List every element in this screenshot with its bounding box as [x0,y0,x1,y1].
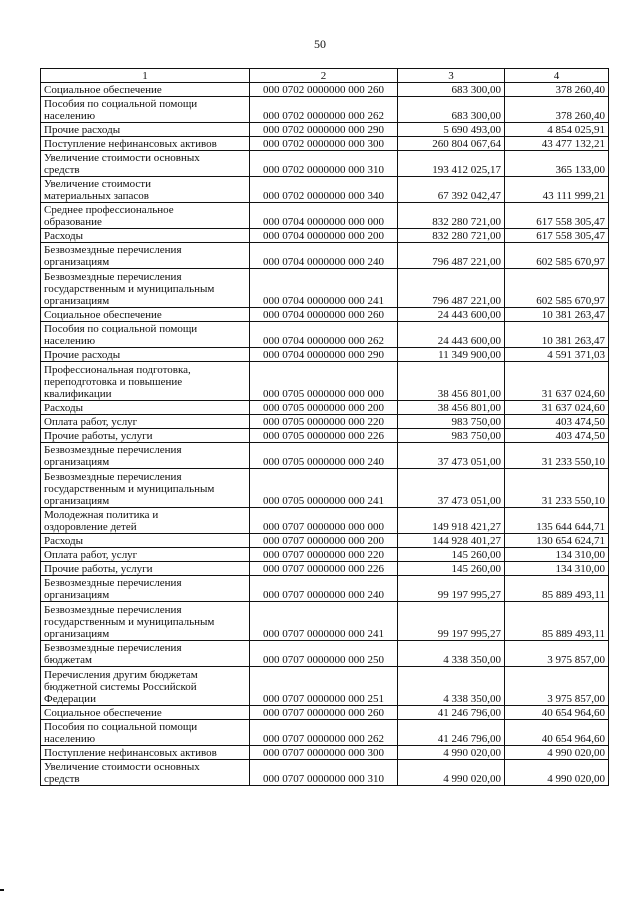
row-code-cell: 000 0707 0000000 000 300 [250,746,398,760]
row-code-cell: 000 0702 0000000 000 290 [250,123,398,137]
row-name-line: организациям [44,456,110,468]
row-name-line: бюджетной системы Российской [44,681,197,693]
table-row [41,667,609,706]
row-value-col4: 403 474,50 [505,429,609,443]
row-name-line: Молодежная политика и [44,509,159,521]
row-value-col4: 134 310,00 [505,562,609,576]
row-name-line: организациям [44,589,110,601]
table-row [41,151,609,177]
row-name-line: государственным и муниципальным [44,616,215,628]
row-value-col4: 617 558 305,47 [505,203,609,229]
row-value-col3: 38 456 801,00 [398,401,505,415]
row-value-col4: 31 637 024,60 [505,362,609,401]
table-row [41,177,609,203]
row-name-cell [41,308,250,322]
row-name-line: Прочие расходы [44,124,121,136]
row-value-col4: 378 260,40 [505,83,609,97]
row-name-line: Прочие работы, услуги [44,563,153,575]
row-name-cell [41,548,250,562]
row-code-cell: 000 0707 0000000 000 226 [250,562,398,576]
row-value-col3: 4 338 350,00 [398,641,505,667]
row-name-line: Перечисления другим бюджетам [44,669,198,681]
table-row [41,348,609,362]
row-value-col4: 4 990 020,00 [505,746,609,760]
row-value-col3: 5 690 493,00 [398,123,505,137]
row-code-cell: 000 0707 0000000 000 251 [250,667,398,706]
row-value-col4: 130 654 624,71 [505,534,609,548]
row-value-col3: 260 804 067,64 [398,137,505,151]
row-value-col4: 43 477 132,21 [505,137,609,151]
table-row [41,602,609,641]
row-name-line: Профессиональная подготовка, [44,364,191,376]
table-row [41,243,609,269]
row-name-cell [41,720,250,746]
row-name-line: Безвозмездные перечисления [44,244,182,256]
row-value-col4: 85 889 493,11 [505,576,609,602]
row-name-line: Расходы [44,230,83,242]
table-row [41,401,609,415]
table-row [41,443,609,469]
row-code-cell: 000 0704 0000000 000 200 [250,229,398,243]
row-name-line: бюджетам [44,654,92,666]
row-code-cell: 000 0707 0000000 000 220 [250,548,398,562]
row-value-col4: 10 381 263,47 [505,308,609,322]
row-name-line: Увеличение стоимости основных [44,761,200,773]
table-row [41,123,609,137]
row-name-cell [41,562,250,576]
row-name-line: Пособия по социальной помощи [44,721,198,733]
table-row [41,308,609,322]
row-name-line: организациям [44,495,110,507]
row-name-line: Расходы [44,535,83,547]
row-name-line: населению [44,733,96,745]
row-name-line: Расходы [44,402,83,414]
row-name-cell [41,641,250,667]
row-name-cell [41,229,250,243]
row-value-col3: 796 487 221,00 [398,243,505,269]
row-value-col4: 40 654 964,60 [505,720,609,746]
row-name-line: Безвозмездные перечисления [44,642,182,654]
row-value-col4: 365 133,00 [505,151,609,177]
row-name-line: Оплата работ, услуг [44,549,138,561]
row-code-cell: 000 0705 0000000 000 220 [250,415,398,429]
row-value-col4: 43 111 999,21 [505,177,609,203]
row-code-cell: 000 0707 0000000 000 260 [250,706,398,720]
table-row [41,137,609,151]
row-code-cell: 000 0704 0000000 000 290 [250,348,398,362]
row-code-cell: 000 0704 0000000 000 260 [250,308,398,322]
table-row [41,322,609,348]
row-name-line: Безвозмездные перечисления [44,444,182,456]
row-name-line: Прочие работы, услуги [44,430,153,442]
row-value-col4: 617 558 305,47 [505,229,609,243]
table-row [41,469,609,508]
budget-table [40,68,609,786]
row-value-col4: 31 637 024,60 [505,401,609,415]
row-code-cell: 000 0707 0000000 000 200 [250,534,398,548]
table-row [41,508,609,534]
row-value-col3: 683 300,00 [398,97,505,123]
row-name-line: организациям [44,256,110,268]
row-name-line: Поступление нефинансовых активов [44,138,217,150]
row-name-line: переподготовка и повышение [44,376,183,388]
row-value-col3: 145 260,00 [398,548,505,562]
row-name-line: организациям [44,295,110,307]
row-value-col3: 24 443 600,00 [398,308,505,322]
row-code-cell: 000 0707 0000000 000 310 [250,760,398,786]
row-value-col3: 37 473 051,00 [398,443,505,469]
row-value-col4: 378 260,40 [505,97,609,123]
row-name-cell [41,322,250,348]
row-code-cell: 000 0702 0000000 000 262 [250,97,398,123]
row-value-col3: 37 473 051,00 [398,469,505,508]
row-code-cell: 000 0705 0000000 000 226 [250,429,398,443]
row-code-cell: 000 0707 0000000 000 240 [250,576,398,602]
row-code-cell: 000 0704 0000000 000 241 [250,269,398,308]
row-name-line: Увеличение стоимости [44,178,151,190]
column-header-4: 4 [505,69,609,83]
row-name-line: государственным и муниципальным [44,483,215,495]
row-name-cell [41,401,250,415]
row-code-cell: 000 0707 0000000 000 250 [250,641,398,667]
row-value-col4: 85 889 493,11 [505,602,609,641]
row-code-cell: 000 0702 0000000 000 340 [250,177,398,203]
row-code-cell: 000 0705 0000000 000 200 [250,401,398,415]
row-name-line: населению [44,335,96,347]
row-name-cell [41,203,250,229]
row-value-col4: 31 233 550,10 [505,469,609,508]
table-row [41,706,609,720]
row-name-line: Среднее профессиональное [44,204,174,216]
row-name-cell [41,243,250,269]
row-name-line: средств [44,773,80,785]
row-value-col3: 4 338 350,00 [398,667,505,706]
scan-mark [0,889,4,891]
row-name-line: квалификации [44,388,112,400]
row-value-col3: 38 456 801,00 [398,362,505,401]
row-code-cell: 000 0707 0000000 000 262 [250,720,398,746]
row-code-cell: 000 0705 0000000 000 241 [250,469,398,508]
row-name-line: организациям [44,628,110,640]
row-name-cell [41,123,250,137]
row-name-line: населению [44,110,96,122]
row-name-cell [41,534,250,548]
row-code-cell: 000 0707 0000000 000 241 [250,602,398,641]
row-name-line: Увеличение стоимости основных [44,152,200,164]
table-row [41,576,609,602]
row-name-line: государственным и муниципальным [44,283,215,295]
row-value-col3: 796 487 221,00 [398,269,505,308]
row-name-cell [41,177,250,203]
row-value-col3: 832 280 721,00 [398,229,505,243]
row-value-col4: 4 854 025,91 [505,123,609,137]
row-value-col4: 135 644 644,71 [505,508,609,534]
row-value-col3: 683 300,00 [398,83,505,97]
row-name-cell [41,429,250,443]
row-value-col3: 149 918 421,27 [398,508,505,534]
row-code-cell: 000 0705 0000000 000 000 [250,362,398,401]
row-code-cell: 000 0702 0000000 000 300 [250,137,398,151]
row-code-cell: 000 0707 0000000 000 000 [250,508,398,534]
column-header-1: 1 [41,69,250,83]
table-row [41,269,609,308]
row-name-cell [41,469,250,508]
table-body [41,83,609,786]
page-number: 50 [314,37,326,51]
row-value-col4: 4 591 371,03 [505,348,609,362]
table-row [41,760,609,786]
table-row [41,229,609,243]
row-value-col4: 40 654 964,60 [505,706,609,720]
row-value-col3: 11 349 900,00 [398,348,505,362]
row-name-cell [41,602,250,641]
row-value-col4: 31 233 550,10 [505,443,609,469]
row-value-col4: 10 381 263,47 [505,322,609,348]
row-value-col3: 99 197 995,27 [398,576,505,602]
row-name-line: Безвозмездные перечисления [44,471,182,483]
row-name-cell [41,706,250,720]
row-name-line: Социальное обеспечение [44,707,162,719]
table-row [41,83,609,97]
row-name-cell [41,348,250,362]
table-row [41,720,609,746]
row-name-cell [41,760,250,786]
row-value-col3: 99 197 995,27 [398,602,505,641]
row-name-line: Пособия по социальной помощи [44,323,198,335]
row-value-col3: 41 246 796,00 [398,706,505,720]
row-name-line: Социальное обеспечение [44,309,162,321]
table-row [41,562,609,576]
row-name-cell [41,415,250,429]
row-value-col4: 3 975 857,00 [505,667,609,706]
row-name-cell [41,362,250,401]
table-row [41,534,609,548]
row-value-col3: 24 443 600,00 [398,322,505,348]
row-value-col4: 602 585 670,97 [505,269,609,308]
row-value-col3: 832 280 721,00 [398,203,505,229]
column-header-2: 2 [250,69,398,83]
table-row [41,415,609,429]
row-name-line: Социальное обеспечение [44,84,162,96]
row-code-cell: 000 0704 0000000 000 240 [250,243,398,269]
row-name-cell [41,83,250,97]
row-name-line: Оплата работ, услуг [44,416,138,428]
row-name-line: Безвозмездные перечисления [44,604,182,616]
row-name-cell [41,576,250,602]
table-row [41,641,609,667]
row-value-col4: 3 975 857,00 [505,641,609,667]
row-value-col4: 403 474,50 [505,415,609,429]
row-code-cell: 000 0704 0000000 000 262 [250,322,398,348]
row-name-line: Федерации [44,693,96,705]
row-value-col3: 67 392 042,47 [398,177,505,203]
row-name-cell [41,151,250,177]
column-header-3: 3 [398,69,505,83]
row-value-col3: 144 928 401,27 [398,534,505,548]
row-code-cell: 000 0705 0000000 000 240 [250,443,398,469]
row-name-line: средств [44,164,80,176]
row-value-col4: 602 585 670,97 [505,243,609,269]
table-row [41,97,609,123]
row-name-cell [41,269,250,308]
row-value-col3: 983 750,00 [398,429,505,443]
row-value-col4: 4 990 020,00 [505,760,609,786]
table-row [41,362,609,401]
row-name-cell [41,443,250,469]
row-value-col3: 4 990 020,00 [398,746,505,760]
row-name-line: Безвозмездные перечисления [44,577,182,589]
row-value-col4: 134 310,00 [505,548,609,562]
row-name-cell [41,746,250,760]
row-code-cell: 000 0702 0000000 000 310 [250,151,398,177]
row-name-line: Пособия по социальной помощи [44,98,198,110]
table-row [41,203,609,229]
row-value-col3: 983 750,00 [398,415,505,429]
table-row [41,746,609,760]
row-name-cell [41,97,250,123]
row-name-cell [41,667,250,706]
row-name-cell [41,508,250,534]
row-name-line: материальных запасов [44,190,149,202]
row-value-col3: 193 412 025,17 [398,151,505,177]
row-name-line: Безвозмездные перечисления [44,271,182,283]
row-name-line: Поступление нефинансовых активов [44,747,217,759]
row-name-line: образование [44,216,102,228]
row-name-cell [41,137,250,151]
row-code-cell: 000 0702 0000000 000 260 [250,83,398,97]
row-name-line: оздоровление детей [44,521,137,533]
row-value-col3: 145 260,00 [398,562,505,576]
table-row [41,429,609,443]
table-row [41,548,609,562]
row-value-col3: 4 990 020,00 [398,760,505,786]
row-code-cell: 000 0704 0000000 000 000 [250,203,398,229]
header-row [41,69,609,83]
row-name-line: Прочие расходы [44,349,121,361]
row-value-col3: 41 246 796,00 [398,720,505,746]
